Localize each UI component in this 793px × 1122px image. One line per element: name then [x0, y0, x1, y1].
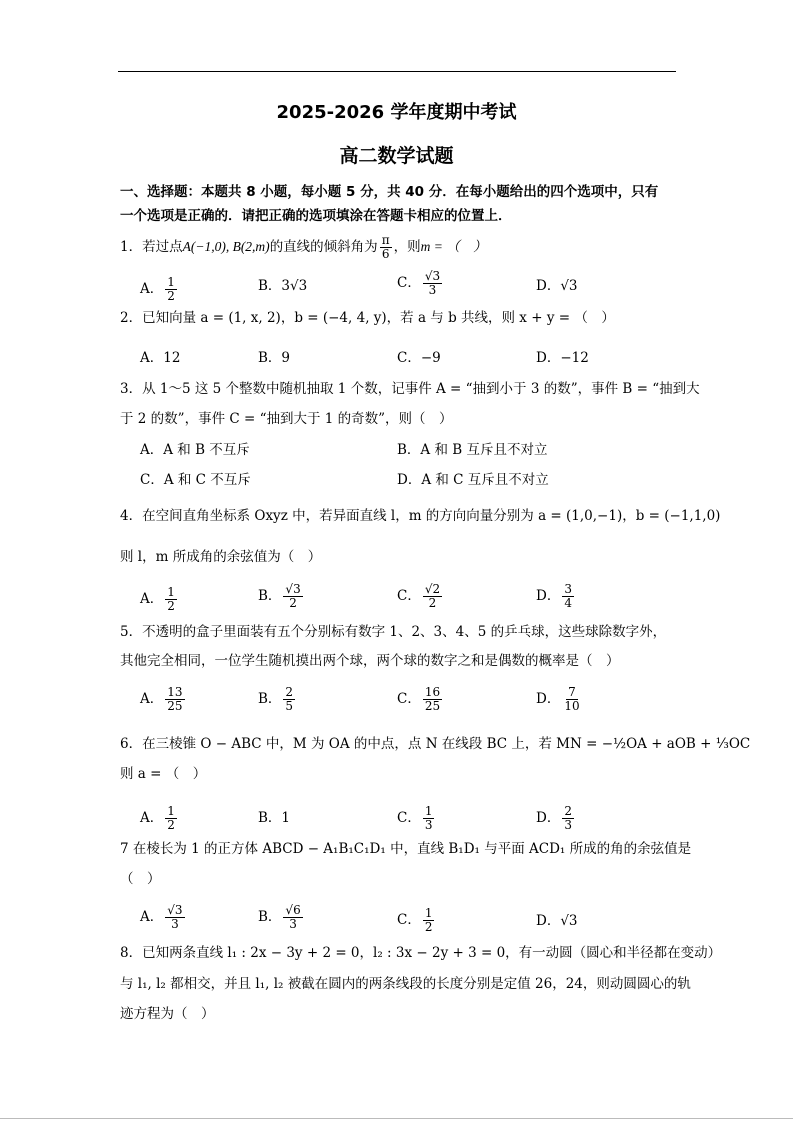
option-label: D． — [536, 588, 561, 604]
question-7-line1: 7 在棱长为 1 的正方体 ABCD − A₁B₁C₁D₁ 中，直线 B₁D₁ 与平面 ACD₁ 所成的角的余弦值是 — [120, 841, 692, 857]
frac-num: 7 — [568, 685, 576, 699]
frac-num: 3 — [564, 582, 572, 596]
option-fraction — [165, 276, 177, 303]
question-8-line2: 与 l₁, l₂ 都相交，并且 l₁, l₂ 被截在圆内的两条线段的长度分别是定值 26，24，则动圆圆心的轨 — [120, 976, 691, 992]
q3-option-c[interactable]: C．A 和 C 不互斥 — [140, 472, 251, 488]
exam-year-title: 2025-2026 学年度期中考试 — [276, 102, 517, 123]
option-fraction — [283, 583, 302, 610]
option-label: A． — [140, 691, 164, 707]
option-fraction — [562, 805, 574, 832]
question-8-line3: 迹方程为（ ） — [120, 1006, 215, 1022]
question-6-line1: 6．在三棱锥 O − ABC 中，M 为 OA 的中点，点 N 在线段 BC 上，若 MN = −½OA + aOB + ⅓OC — [120, 736, 751, 752]
q7-option-d[interactable]: D．√3 — [536, 913, 578, 929]
q4-option-c[interactable] — [397, 583, 444, 610]
q2-option-b[interactable]: B．9 — [258, 350, 291, 366]
frac-num: 1 — [167, 804, 175, 818]
frac-num: √3 — [285, 582, 301, 596]
frac-den: 3 — [171, 917, 179, 931]
q1-angle-fraction — [380, 234, 392, 261]
q6-option-b[interactable]: B．1 — [258, 810, 291, 826]
q1-option-a[interactable] — [140, 276, 179, 303]
section-instructions-line2: 一个选项是正确的．请把正确的选项填涂在答题卡相应的位置上． — [120, 208, 512, 224]
frac-num: 1 — [424, 804, 433, 818]
q2-option-d[interactable]: D．−12 — [536, 350, 589, 366]
question-5-line2: 其他完全相同，一位学生随机摸出两个球，两个球的数字之和是偶数的概率是（ ） — [120, 653, 620, 669]
question-8-line1: 8．已知两条直线 l₁ : 2x − 3y + 2 = 0，l₂ : 3x − 2y + 3 = 0，有一动圆（圆心和半径都在变动） — [120, 945, 722, 961]
frac-num: √6 — [285, 903, 301, 917]
q1-stem-part: m = （ ） — [420, 239, 487, 254]
q5-option-a[interactable] — [140, 686, 187, 713]
option-fraction — [283, 904, 302, 931]
q2-option-a[interactable]: A．12 — [140, 350, 181, 366]
question-3-line1: 3．从 1～5 这 5 个整数中随机抽取 1 个数，记事件 A = “抽到小于 3 的数”，事件 B = “抽到大 — [120, 381, 700, 397]
q1-option-b[interactable] — [258, 276, 307, 296]
question-1-stem — [120, 234, 690, 261]
frac-den: 5 — [285, 699, 294, 713]
frac-num: 1 — [424, 906, 433, 920]
option-label: A． — [140, 591, 164, 607]
q1-points: A(−1,0), B(2,m) — [182, 239, 270, 254]
option-fraction — [423, 583, 442, 610]
option-label: C． — [397, 810, 421, 826]
frac-den: 25 — [167, 699, 183, 713]
q3-option-a[interactable]: A．A 和 B 不互斥 — [140, 442, 250, 458]
option-label: A． — [140, 909, 164, 925]
question-5-line1: 5．不透明的盒子里面装有五个分别标有数字 1、2、3、4、5 的乒乓球，这些球除数字外， — [120, 624, 667, 640]
option-label: C． — [397, 691, 421, 707]
q4-option-a[interactable] — [140, 586, 179, 613]
frac-num: 2 — [285, 685, 294, 699]
page-bottom-rule — [0, 1118, 793, 1119]
frac-den: 3 — [428, 283, 437, 297]
option-fraction — [562, 583, 574, 610]
q7-option-b[interactable] — [258, 904, 305, 931]
question-7-line2: （ ） — [120, 871, 161, 887]
q1-stem-part: 的直线的倾斜角为 — [269, 239, 378, 255]
q1-angle-num: π — [381, 233, 390, 247]
option-fraction — [283, 686, 295, 713]
q4-option-b[interactable] — [258, 583, 305, 610]
frac-num: 1 — [167, 585, 175, 599]
q1-stem-part: ，则 — [393, 239, 421, 255]
frac-num: 13 — [167, 685, 183, 699]
q1-angle-den: 6 — [381, 247, 390, 261]
q1-stem-part: 1．若过点 — [120, 239, 183, 255]
frac-den: 3 — [424, 818, 433, 832]
question-4-line2: 则 l，m 所成角的余弦值为（ ） — [120, 549, 322, 565]
question-3-line2: 于 2 的数”，事件 C = “抽到大于 1 的奇数”，则（ ） — [120, 411, 453, 427]
section-instructions-line1: 一、选择题：本题共 8 小题，每小题 5 分，共 40 分．在每小题给出的四个选项中，只有 — [120, 184, 659, 200]
option-label: A． — [140, 281, 164, 297]
frac-den: 3 — [289, 917, 297, 931]
q7-option-a[interactable] — [140, 904, 187, 931]
q3-option-d[interactable]: D．A 和 C 互斥且不对立 — [397, 472, 549, 488]
frac-den: 10 — [564, 699, 580, 713]
option-fraction — [165, 805, 177, 832]
option-label: C． — [397, 912, 421, 928]
q5-option-b[interactable] — [258, 686, 297, 713]
q2-option-c[interactable]: C．−9 — [397, 350, 441, 366]
q3-option-b[interactable]: B．A 和 B 互斥且不对立 — [397, 442, 548, 458]
q7-option-c[interactable] — [397, 907, 436, 934]
option-fraction — [423, 805, 435, 832]
frac-den: 25 — [424, 699, 441, 713]
q4-option-d[interactable] — [536, 583, 576, 610]
option-value: 3√3 — [281, 278, 308, 294]
frac-den: 2 — [428, 596, 437, 610]
option-label: D． — [536, 691, 561, 707]
option-label: D． — [536, 278, 561, 294]
q1-option-c[interactable] — [397, 270, 444, 297]
option-fraction — [165, 904, 184, 931]
frac-num: √3 — [424, 269, 441, 283]
option-fraction — [423, 270, 442, 297]
option-fraction — [423, 686, 442, 713]
option-label: A． — [140, 810, 164, 826]
header-rule — [118, 71, 676, 72]
option-fraction — [165, 686, 184, 713]
question-4-line1: 4．在空间直角坐标系 Oxyz 中，若异面直线 l，m 的方向向量分别为 a = (1,0,−1)，b = (−1,1,0) — [120, 508, 721, 524]
q6-option-a[interactable] — [140, 805, 179, 832]
exam-subject-title: 高二数学试题 — [339, 145, 454, 167]
frac-den: 2 — [167, 289, 175, 303]
option-value: √3 — [560, 278, 578, 294]
frac-den: 2 — [167, 599, 175, 613]
option-label: B． — [258, 691, 282, 707]
option-label: D． — [536, 810, 561, 826]
frac-den: 2 — [424, 920, 433, 934]
frac-num: 2 — [564, 804, 572, 818]
frac-den: 2 — [289, 596, 297, 610]
frac-den: 4 — [564, 596, 572, 610]
q5-option-d[interactable] — [536, 686, 584, 713]
q6-option-d[interactable] — [536, 805, 576, 832]
q1-option-d[interactable] — [536, 276, 578, 296]
frac-den: 2 — [167, 818, 175, 832]
frac-num: √3 — [167, 903, 183, 917]
question-2-stem: 2．已知向量 a = (1, x, 2)，b = (−4, 4, y)，若 a 与 b 共线，则 x + y = （ ） — [120, 310, 615, 326]
option-label: B． — [258, 909, 282, 925]
option-label: C． — [397, 275, 421, 291]
frac-den: 3 — [564, 818, 572, 832]
option-fraction — [165, 586, 177, 613]
q5-option-c[interactable] — [397, 686, 444, 713]
option-fraction — [562, 686, 581, 713]
option-label: B． — [258, 588, 282, 604]
frac-num: √2 — [424, 582, 441, 596]
frac-num: 16 — [424, 685, 441, 699]
option-label: B． — [258, 278, 282, 294]
q6-option-c[interactable] — [397, 805, 436, 832]
question-6-line2: 则 a = （ ） — [120, 766, 207, 782]
frac-num: 1 — [167, 275, 175, 289]
option-label: C． — [397, 588, 421, 604]
option-fraction — [423, 907, 435, 934]
